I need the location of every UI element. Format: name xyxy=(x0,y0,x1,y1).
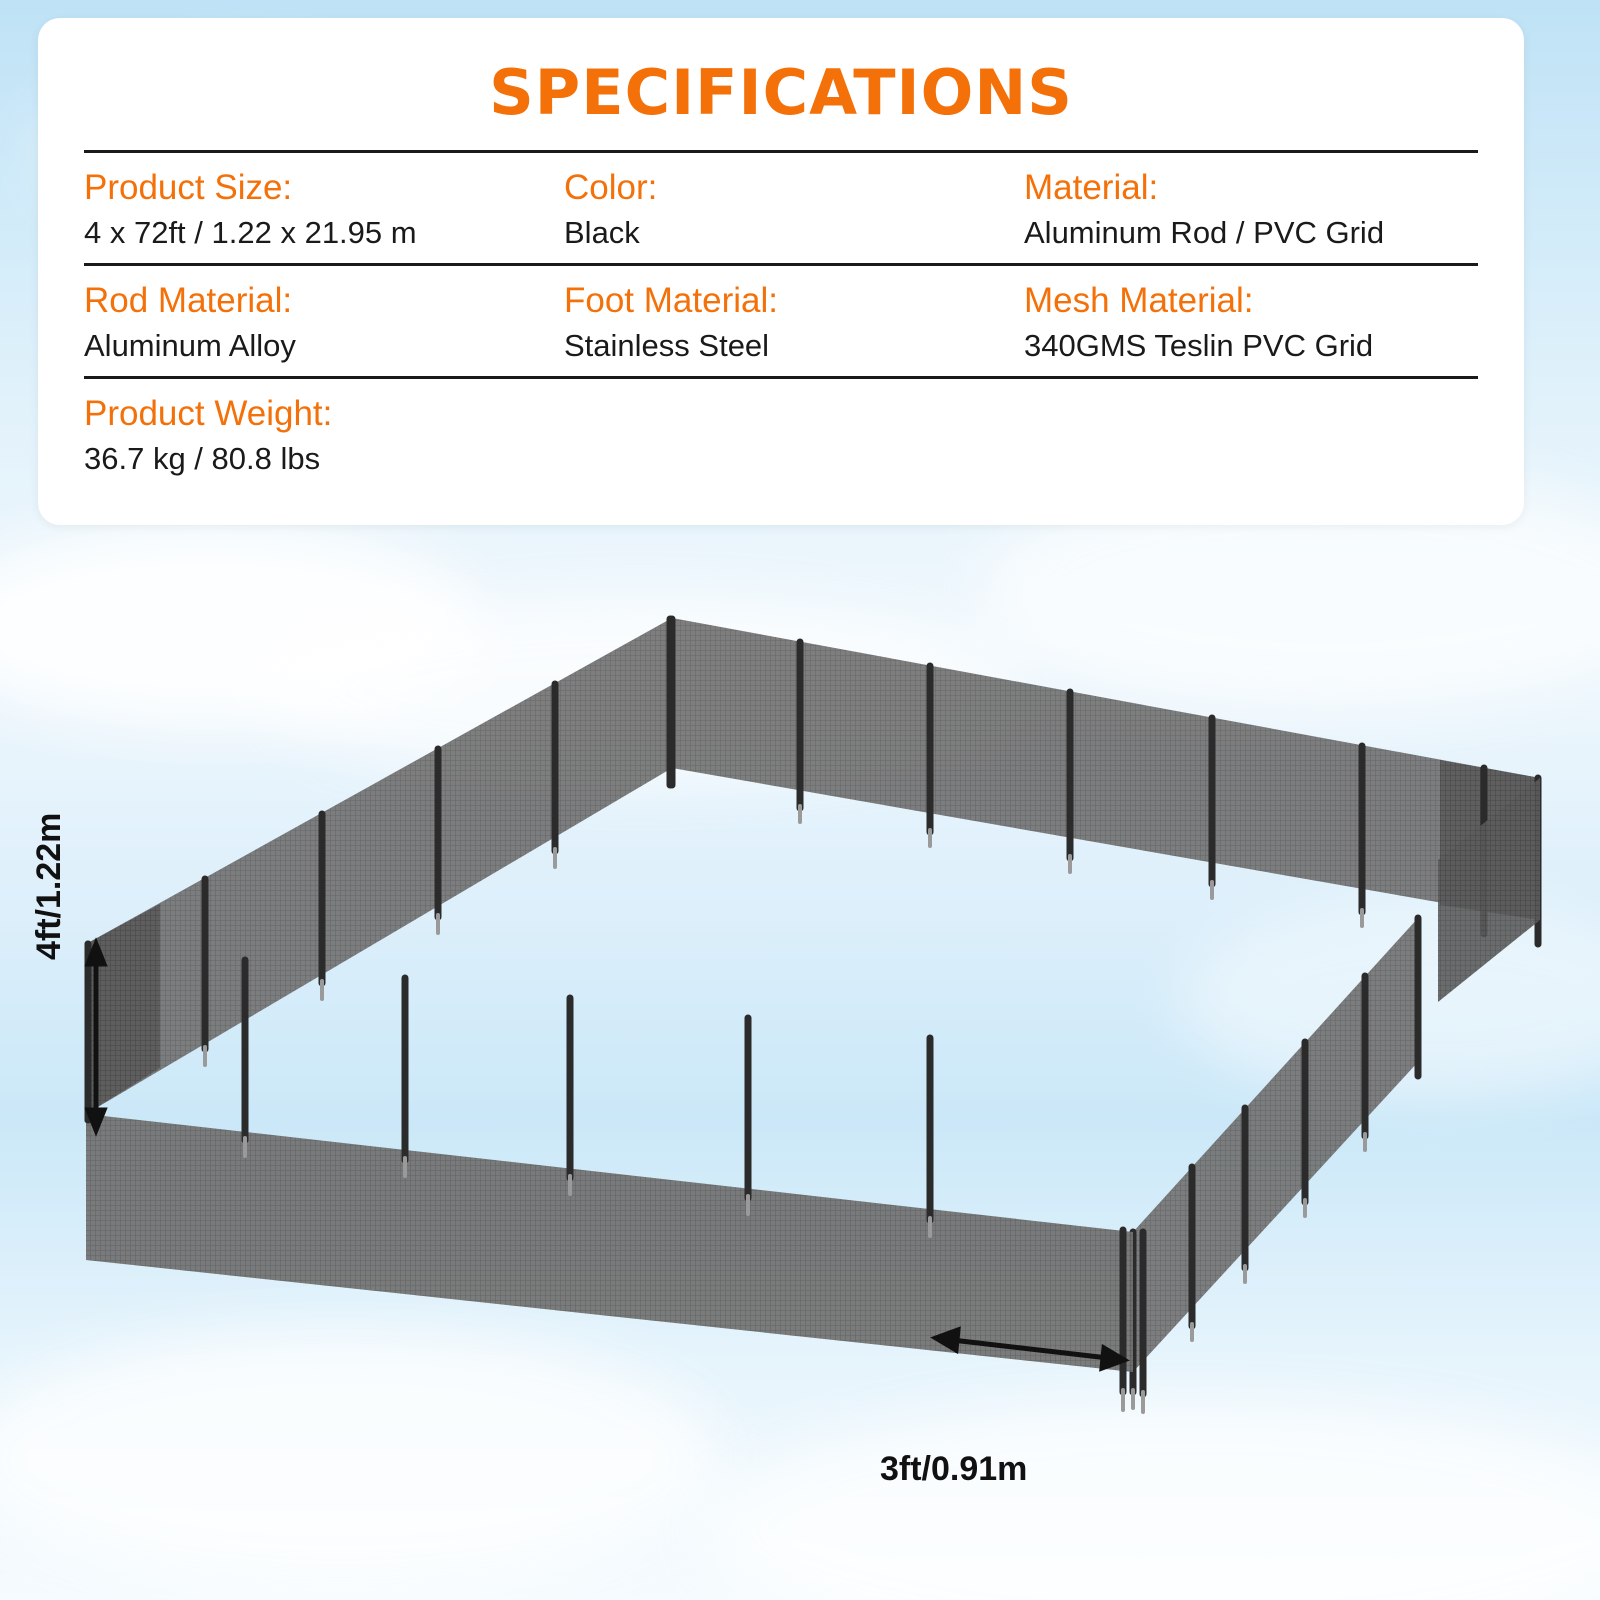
spec-value: Aluminum Rod / PVC Grid xyxy=(1024,215,1385,251)
width-dimension-label: 3ft/0.91m xyxy=(880,1450,1028,1488)
spec-label: Product Size: xyxy=(84,168,293,207)
spec-cell-empty xyxy=(1024,393,1478,479)
spec-label: Mesh Material: xyxy=(1024,281,1254,321)
spec-label: Foot Material: xyxy=(564,281,778,321)
fence-diagram-svg xyxy=(0,520,1600,1600)
fence-illustration xyxy=(0,520,1600,1600)
spec-value: 4 x 72ft / 1.22 x 21.95 m xyxy=(84,215,417,251)
spec-value: Aluminum Alloy xyxy=(84,328,296,364)
spec-value: Black xyxy=(564,215,640,251)
spec-cell-rod-material xyxy=(84,280,564,366)
spec-row xyxy=(84,150,1478,263)
spec-value: 340GMS Teslin PVC Grid xyxy=(1024,328,1374,364)
fence-run-back-left xyxy=(86,618,672,1136)
height-dimension-label: 4ft/1.22m xyxy=(30,812,68,960)
spec-cell-empty xyxy=(564,393,1024,479)
fence-run-back-right xyxy=(672,618,1540,944)
spec-cell-product-weight xyxy=(84,393,564,479)
spec-value: 36.7 kg / 80.8 lbs xyxy=(84,441,321,477)
spec-cell-color xyxy=(564,167,1024,253)
spec-value: Stainless Steel xyxy=(564,328,770,364)
spec-cell-foot-material xyxy=(564,280,1024,366)
spec-cell-material xyxy=(1024,167,1478,253)
spec-label: Rod Material: xyxy=(84,281,293,321)
spec-cell-product-size xyxy=(84,167,564,253)
specifications-card xyxy=(38,18,1524,525)
spec-label: Product Weight: xyxy=(84,394,333,434)
spec-label: Color: xyxy=(564,168,658,207)
page-title: SPECIFICATIONS xyxy=(489,56,1073,129)
spec-row xyxy=(84,376,1478,489)
spec-row xyxy=(84,263,1478,376)
spec-cell-mesh-material xyxy=(1024,280,1478,366)
spec-label: Material: xyxy=(1024,168,1159,207)
